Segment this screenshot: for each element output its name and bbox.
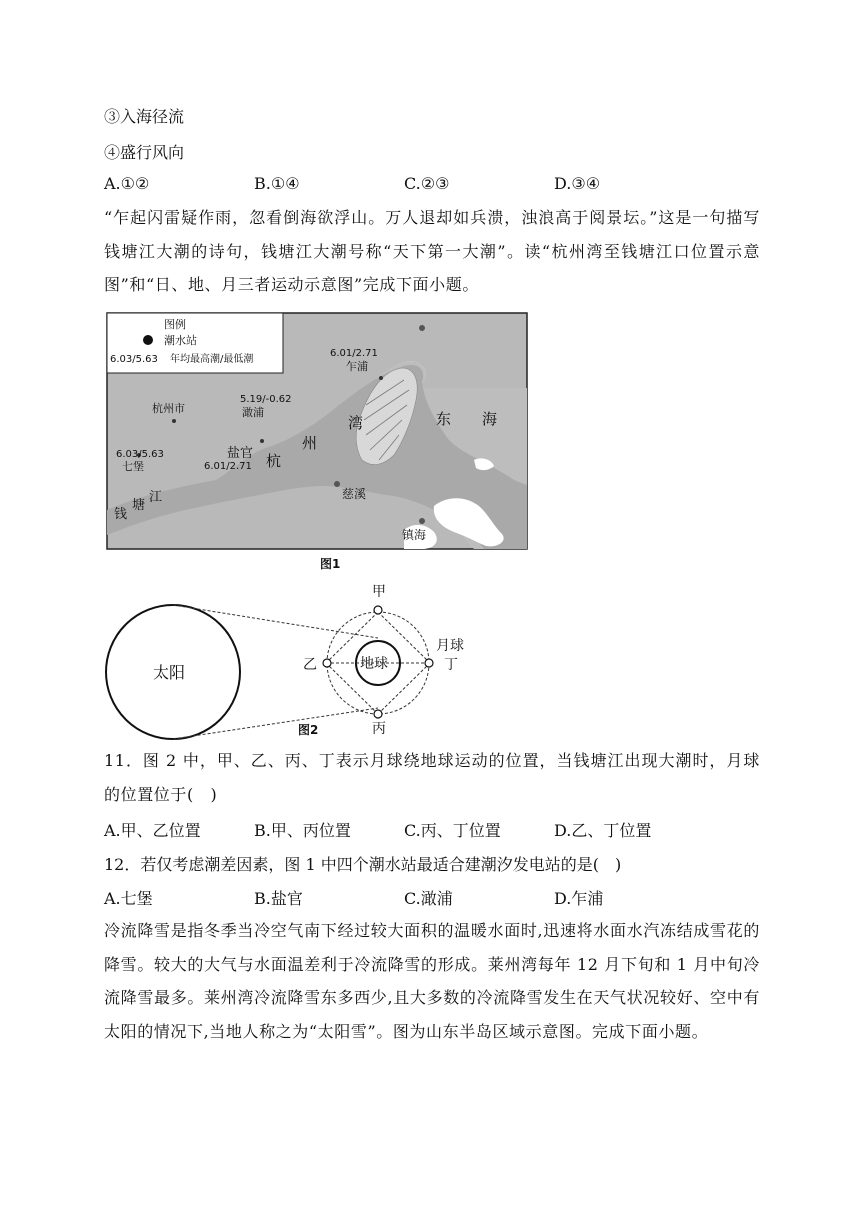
zhenhai-label: 镇海 — [402, 528, 427, 542]
zhou-char: 州 — [302, 434, 318, 452]
ding-label: 丁 — [444, 657, 458, 673]
q12-option-a: A.七堡 — [104, 889, 153, 908]
sun-label: 太阳 — [153, 663, 186, 682]
yanguan-label: 盐官 — [227, 446, 254, 461]
option-line-3: ③入海径流 — [104, 107, 185, 126]
tang-char: 塘 — [132, 498, 146, 513]
q12-option-d: D.乍浦 — [554, 889, 604, 908]
q12-option-b: B.盐官 — [254, 889, 303, 908]
legend-station: 潮水站 — [164, 334, 197, 347]
intro-paragraph: “乍起闪雷疑作雨，忽看倒海欲浮山。万人退却如兵溃，浊浪高于阅景坛。”这是一句描写钱塘江大潮的诗句，钱塘江大潮号称“天下第一大潮”。读“杭州湾至钱塘江口位置示意图”和“日、地、月三者运动示意图”完成下面小题。 — [104, 208, 760, 294]
legend-title: 图例 — [164, 318, 186, 331]
hangzhou-label: 杭州市 — [152, 402, 185, 415]
hai-char: 海 — [482, 410, 498, 428]
qibao-label: 七堡 — [122, 460, 144, 473]
option-line-4: ④盛行风向 — [104, 143, 185, 162]
station-dot-icon — [143, 335, 153, 345]
moon-jia — [374, 606, 382, 614]
legend-sample-desc: 年均最高潮/最低潮 — [170, 354, 254, 365]
zhapu-value: 6.01/2.71 — [330, 348, 378, 359]
bing-label: 丙 — [372, 721, 386, 737]
q12-option-c: C.澉浦 — [404, 889, 453, 908]
moon-yi — [323, 659, 331, 667]
figure2-diagram — [100, 580, 500, 740]
moon-label: 月球 — [436, 638, 464, 654]
hang-char: 杭 — [266, 452, 282, 470]
cixi-label: 慈溪 — [342, 487, 367, 501]
q10-option-a: A.①② — [104, 174, 150, 193]
snow-paragraph: 冷流降雪是指冬季当冷空气南下经过较大面积的温暖水面时,迅速将水面水汽冻结成雪花的降雪。较大的大气与水面温差利于冷流降雪的形成。莱州湾每年 12 月下旬和 1 月中旬冷流降雪最多。莱州湾冷流降雪东多西少,且大多数的冷流降雪发生在天气状况较好、空中有太阳的情况下,当地人称之为“太阳雪”。图为山东半岛区域示意图。完成下面小题。 — [104, 921, 760, 1041]
earth-label: 地球 — [360, 656, 388, 672]
dong-char: 东 — [436, 410, 452, 428]
jiang-char: 江 — [149, 490, 163, 505]
qibao-value: 6.03/5.63 — [116, 449, 164, 460]
moon-ding — [425, 659, 433, 667]
zhapu-label: 乍浦 — [346, 360, 368, 373]
figure1-map — [104, 310, 530, 580]
yi-label: 乙 — [303, 657, 317, 673]
q11-text: 11．图 2 中，甲、乙、丙、丁表示月球绕地球运动的位置，当钱塘江出现大潮时，月球的位置位于( ) — [104, 751, 760, 804]
q10-option-d: D.③④ — [554, 174, 601, 193]
q12-text: 12．若仅考虑潮差因素，图 1 中四个潮水站最适合建潮汐发电站的是( ) — [104, 855, 622, 874]
qian-char: 钱 — [114, 507, 128, 522]
q11-option-b: B.甲、丙位置 — [254, 821, 351, 840]
q11-option-d: D.乙、丁位置 — [554, 821, 652, 840]
ganpu-label: 澉浦 — [242, 406, 264, 419]
moon-bing — [374, 710, 382, 718]
legend-sample-value: 6.03/5.63 — [110, 354, 158, 365]
ganpu-value: 5.19/-0.62 — [240, 394, 292, 405]
yanguan-value: 6.01/2.71 — [204, 461, 252, 472]
q11-option-c: C.丙、丁位置 — [404, 821, 501, 840]
figure2-caption: 图2 — [298, 723, 319, 737]
figure1-caption: 图1 — [320, 557, 341, 571]
q11-option-a: A.甲、乙位置 — [104, 821, 201, 840]
jia-label: 甲 — [372, 584, 386, 600]
wan-char: 湾 — [348, 414, 364, 432]
q10-option-b: B.①④ — [254, 174, 300, 193]
q10-option-c: C.②③ — [404, 174, 450, 193]
